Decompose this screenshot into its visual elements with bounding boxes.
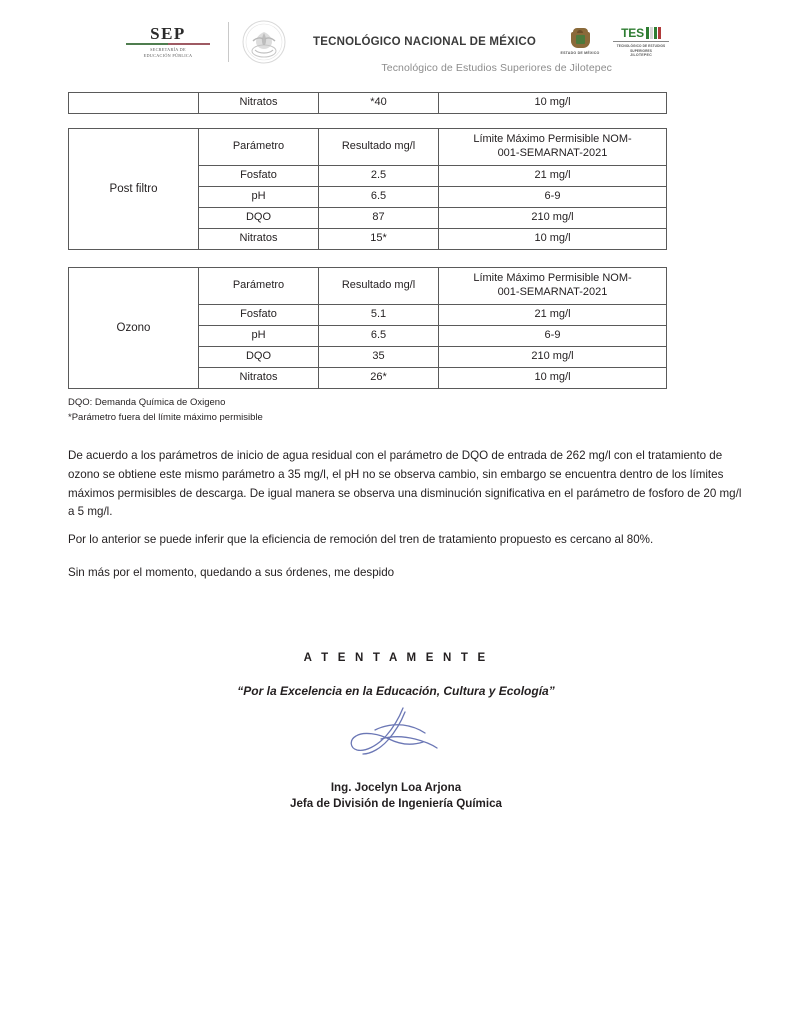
signer-name: Ing. Jocelyn Loa Arjona <box>330 781 462 794</box>
group-label-ozono: Ozono <box>69 268 199 389</box>
group-cell <box>69 93 199 114</box>
limit-cell: 10 mg/l <box>439 93 667 114</box>
sep-logo-subtitle-2: EDUCACIÓN PÚBLICA <box>143 53 193 58</box>
parameter-cell: pH <box>199 326 319 347</box>
limit-cell: 210 mg/l <box>439 347 667 368</box>
result-cell: 6.5 <box>319 326 439 347</box>
sep-bar-green <box>126 43 168 45</box>
result-cell: 35 <box>319 347 439 368</box>
paragraph-farewell: Sin más por el momento, quedando a sus órdenes, me despido <box>68 566 395 579</box>
table-header-row <box>69 129 667 166</box>
tes-logo-subtitle-1: TECNOLÓGICO DE ESTUDIOS SUPERIORES <box>616 43 666 53</box>
tes-logo-subtitle-2: JILOTEPEC <box>630 52 652 57</box>
paragraph-results-summary: De acuerdo a los parámetros de inicio de agua residual con el parámetro de DQO de entrada de 262 mg/l con el tratamiento de ozono se obtiene este mismo parámetro a 35 mg/l, el pH no se observa cambio, sin embargo se encuentra dentro de los límites máximos permisibles de descarga. De igual manera se observa una disminución significativa en el parámetro de fosforo de 20 mg/l a 5 mg/l. <box>68 449 742 519</box>
limit-cell: 6-9 <box>439 187 667 208</box>
column-header-resultado: Resultado mg/l <box>319 268 439 305</box>
table-footnotes <box>68 396 263 425</box>
document-header <box>0 18 792 80</box>
result-cell: 5.1 <box>319 305 439 326</box>
header-logo-row <box>0 18 792 66</box>
result-cell: *40 <box>319 93 439 114</box>
parameter-cell: Nitratos <box>199 229 319 250</box>
tes-logo-mark <box>610 27 672 40</box>
institution-title: TECNOLÓGICO NACIONAL DE MÉXICO <box>312 36 537 48</box>
result-cell: 6.5 <box>319 187 439 208</box>
handwritten-signature <box>0 706 792 776</box>
result-cell: 2.5 <box>319 166 439 187</box>
institution-motto: “Por la Excelencia en la Educación, Cultura y Ecología” <box>237 684 555 698</box>
tes-logo-rule <box>613 41 669 42</box>
table-continuation-row <box>68 92 667 114</box>
column-header-limite-line1: Límite Máximo Permisible NOM- <box>473 272 632 285</box>
column-header-limite <box>439 129 667 166</box>
sep-logo-color-bars <box>126 43 210 45</box>
column-header-resultado: Resultado mg/l <box>319 129 439 166</box>
table-header-row <box>69 268 667 305</box>
mexican-coat-of-arms-icon <box>241 19 287 65</box>
sep-logo <box>120 25 216 60</box>
tes-logo-color-bars <box>646 27 661 39</box>
table-post-filtro <box>68 128 667 250</box>
footnote-dqo: DQO: Demanda Química de Oxigeno <box>68 397 226 408</box>
sep-logo-subtitle-1: SECRETARÍA DE <box>150 46 186 52</box>
limit-cell: 6-9 <box>439 326 667 347</box>
table-row <box>69 93 667 114</box>
group-label-post-filtro: Post filtro <box>69 129 199 250</box>
estado-de-mexico-caption: ESTADO DE MÉXICO <box>560 51 600 56</box>
limit-cell: 10 mg/l <box>439 229 667 250</box>
result-cell: 87 <box>319 208 439 229</box>
tes-logo-wordmark: TES <box>621 26 644 41</box>
sep-logo-wordmark: SEP <box>150 23 186 43</box>
parameter-cell: DQO <box>199 347 319 368</box>
column-header-limite <box>439 268 667 305</box>
column-header-parametro: Parámetro <box>199 268 319 305</box>
column-header-limite-line1: Límite Máximo Permisible NOM- <box>473 133 632 146</box>
limit-cell: 10 mg/l <box>439 368 667 389</box>
estado-de-mexico-logo <box>558 28 602 56</box>
result-cell: 15* <box>319 229 439 250</box>
column-header-parametro: Parámetro <box>199 129 319 166</box>
limit-cell: 210 mg/l <box>439 208 667 229</box>
parameter-cell: DQO <box>199 208 319 229</box>
parameter-cell: pH <box>199 187 319 208</box>
parameter-cell: Nitratos <box>199 368 319 389</box>
result-cell: 26* <box>319 368 439 389</box>
footnote-asterisk: *Parámetro fuera del límite máximo permisible <box>68 411 263 423</box>
tes-jilotepec-logo <box>610 27 672 58</box>
parameter-cell: Nitratos <box>199 93 319 114</box>
limit-cell: 21 mg/l <box>439 166 667 187</box>
table-ozono <box>68 267 667 389</box>
paragraph-efficiency: Por lo anterior se puede inferir que la eficiencia de remoción del tren de tratamiento propuesto es cercano al 80%. <box>68 533 654 546</box>
parameter-cell: Fosfato <box>199 305 319 326</box>
header-divider <box>228 22 229 62</box>
column-header-limite-line2: 001-SEMARNAT-2021 <box>497 286 608 298</box>
parameter-cell: Fosfato <box>199 166 319 187</box>
header-subtitle: Tecnológico de Estudios Superiores de Jilotepec <box>381 62 612 74</box>
estado-de-mexico-shield-icon <box>571 28 590 50</box>
closing-atentamente: A T E N T A M E N T E <box>303 652 489 664</box>
signer-title: Jefa de División de Ingeniería Química <box>290 797 502 810</box>
limit-cell: 21 mg/l <box>439 305 667 326</box>
sep-bar-red <box>168 43 210 45</box>
column-header-limite-line2: 001-SEMARNAT-2021 <box>497 147 608 159</box>
